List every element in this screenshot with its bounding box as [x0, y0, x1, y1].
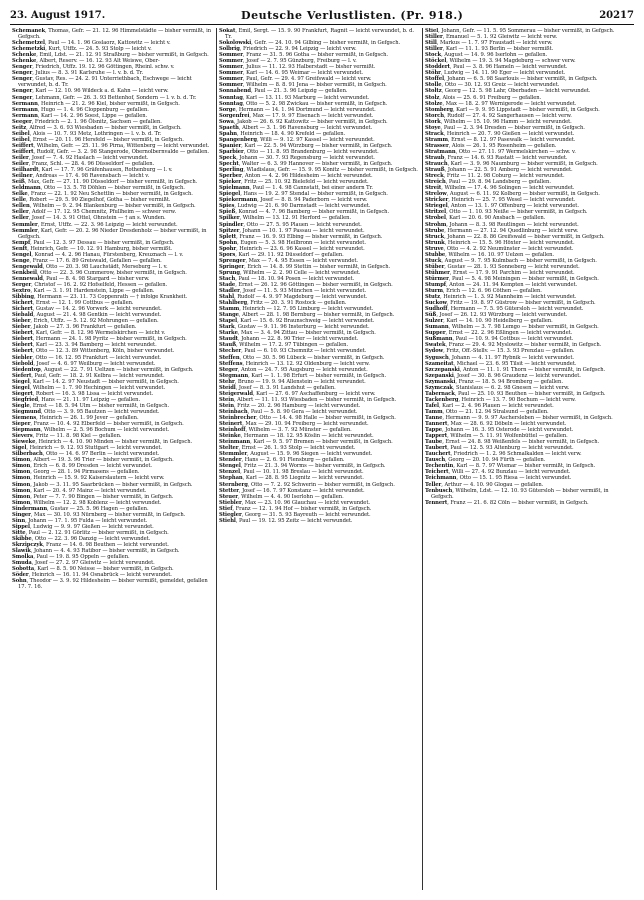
list-entry: Sonnabend, Paul — 21. 3. 96 Leipzig — gefallen.: [219, 88, 348, 95]
list-entry: Tamm, Otto — 21. 12. 94 Stralsund — gefallen.: [425, 408, 549, 415]
list-entry: Techentin, Karl — 8. 7. 97 Wismar — bisher vermißt, in Gefgsch.: [425, 463, 596, 470]
list-entry: Sobotta, Karl — 8. 5. 90 Neisse — bisher vermißt, in Gefgsch.: [12, 566, 174, 573]
list-entry: Siegel, Karl — 14. 2. 97 Neustadt — bisher vermißt, in Gefgsch.: [12, 378, 179, 385]
list-entry: Siebert, Hermann — 24. 1. 98 Pyritz — bisher vermißt, in Gefgsch.: [12, 336, 187, 343]
list-entry: Stenzel, Paul — 10. 11. 98 Breslau — leicht verwundet.: [219, 469, 364, 476]
list-entry: Sommer, Julius — 11. 12. 93 Halberstadt — bisher vermißt.: [219, 64, 376, 71]
list-entry: Seitz, Alfred — 3. 6. 93 Wiesbaden — bisher vermißt, in Gefgsch.: [12, 124, 182, 131]
list-entry: Stühmer, Ernst — 17. 9. 91 Parchim — leicht verwundet.: [425, 269, 575, 276]
list-entry: Simon, Albert — 19. 3. 96 Trier — bisher vermißt, in Gefgsch.: [12, 457, 174, 464]
list-entry: Spilker, Wilhelm — 13. 12. 91 Herford — gefallen.: [219, 215, 352, 222]
list-entry: Steffens, Heinrich — 13. 12. 92 Oldenburg — leicht verw.: [219, 360, 370, 367]
list-entry: Stork, Wilhelm — 15. 10. 96 Hamm — leicht verwundet.: [425, 118, 572, 125]
list-entry: Solbrig, Friedrich — 22. 9. 94 Leipzig — leicht verw.: [219, 46, 357, 53]
list-entry: Spors, Karl — 29. 11. 92 Düsseldorf — gefallen.: [219, 251, 344, 258]
list-entry: Senft, Heinrich, Gefr. — 10. 12. 91 Hamburg, bisher vermißt.: [12, 245, 172, 252]
list-entry: Schemetzki, Kurt, Utffz. — 24. 5. 93 Stolp — leicht v.: [12, 46, 152, 53]
list-entry: Teichert, Willi — 27. 4. 92 Bunzlau — leicht verwundet.: [425, 469, 571, 476]
list-entry: Steinbach, Paul — 5. 8. 90 Gera — leicht verwundet.: [219, 408, 358, 415]
list-entry: Stein, Albert — 11. 11. 93 Wiesbaden — bisher vermißt, in Gefgsch.: [219, 396, 397, 403]
list-entry: Stürmer, Paul — 5. 4. 98 Meiningen — bisher vermißt, in Gefgsch.: [425, 275, 599, 282]
list-entry: Stange, Albert — 28. 1. 98 Bernburg — bisher vermißt, in Gefgsch.: [219, 312, 395, 319]
list-entry: Stritzel, Otto — 1. 10. 93 Neiße — bisher vermißt, in Gefgsch.: [425, 209, 588, 216]
list-entry: Still, Markus — 1. 7. 97 Fraustadt — leicht verw.: [425, 40, 553, 47]
list-entry: Szymczak, Stanislaus — 6. 2. 98 Gnesen — leicht verw.: [425, 384, 570, 391]
column-right: [422, 28, 628, 890]
list-entry: Simon, Wilhelm — 12. 2. 98 Koblenz — leicht verwundet.: [12, 499, 162, 506]
list-entry: Simon, Georg — 28. 1. 94 Pirmasens — gefallen.: [12, 469, 140, 476]
list-entry: Stoffel, Johann — 6. 5. 98 Saarlouis — bisher vermißt, in Gefgsch.: [425, 76, 598, 83]
list-entry: Sperling, Wladislaus, Gefr. — 15. 9. 95 Konitz — bisher vermißt, in Gefgsch.: [219, 167, 418, 174]
list-entry: Sußmann, Paul — 10. 9. 94 Cottbus — leicht verwundet.: [425, 336, 574, 343]
list-entry: Strasser, Alois — 26. 1. 95 Rosenheim — gefallen.: [425, 142, 557, 149]
list-entry: Stetter, Josef — 16. 7. 97 Konstanz — leicht verwundet.: [219, 487, 365, 494]
list-entry: Stoddert, Paul — 3. 8. 96 Hameln — leicht verwundet.: [425, 64, 568, 71]
list-entry: Stamm, Heinrich — 12. 7. 95 Limburg — leicht verwundet.: [219, 306, 374, 313]
list-entry: Stiel, Johann, Gefr. — 11. 5. 95 Sommerau — bisher vermißt, in Gefgsch.: [425, 28, 615, 34]
list-entry: Selle, Robert — 29. 5. 90 Ziegelhof, Gotha — bisher vermißt.: [12, 197, 171, 204]
list-entry: Sieweke, Heinrich — 4. 10. 90 Minden — bisher vermißt, in Gefgsch.: [12, 439, 193, 446]
list-entry: Spindler, Otto — 27. 5. 95 Plauen — leicht verwundet.: [219, 221, 362, 228]
list-entry: Sieber, Jakob — 27. 3. 96 Frankfurt — gefallen.: [12, 324, 137, 331]
list-entry: Siebert, Otto — 12. 3. 89 Wittenberg, Köln, bisher verwundet.: [12, 348, 175, 355]
list-entry: Siebald, August — 21. 4. 98 Gentkin — leicht verwundet.: [12, 312, 162, 319]
list-entry: Sygusch, Johann — 4. 11. 97 Rybnik — leicht verwundet.: [425, 354, 574, 361]
list-entry: Spieker, Fritz — 25. 10. 92 Bielefeld — leicht verwundet.: [219, 179, 369, 186]
list-entry: Schenke, Albert, Reserv. — 16. 12. 93 Alt Weiswe, Ober-: [12, 58, 160, 65]
list-entry: Semmler, Karl, Gefr. — 20. 2. 96 Nieder Dresdenholz — bisher vermißt, in Gefgsch.: [12, 227, 207, 240]
list-entry: Siebert, Karl, Gefr. — 8. 12. 96 Wermelskirchen — leicht v.: [12, 330, 166, 337]
list-entry: Staudt, Johann — 22. 8. 90 Trier — leicht verwundet.: [219, 336, 359, 343]
list-entry: Siepmann, Wilhelm — 2. 5. 96 Bochum — leicht verwundet.: [12, 427, 170, 434]
list-entry: Stiller, Emanuel — 5. 1. 92 Gleiwitz — leicht verw.: [425, 34, 558, 41]
list-entry: Spanier, Karl — 22. 5. 94 Würzburg — bisher vermißt, in Gefgsch.: [219, 142, 393, 149]
list-entry: Sommer, Karl — 14. 6. 95 Weimar — leicht verwundet.: [219, 70, 364, 77]
list-entry: Spangenberg, Willi — 9. 12. 97 Kassel — leicht verwundet.: [219, 136, 375, 143]
list-entry: Siebold, Josef — 4. 6. 97 Weilburg — leicht verwundet.: [12, 360, 156, 367]
list-entry: Sempf, Paul — 12. 3. 97 Dessau — bisher vermißt, in Gefgsch.: [12, 239, 175, 246]
list-entry: Teller, Arthur — 4. 10. 90 Glogau — gefallen.: [425, 481, 544, 488]
list-entry: Tabernack, Paul — 25. 10. 93 Beuthen — bisher vermißt, in Gefgsch.: [425, 390, 606, 397]
list-entry: Taubert, Paul — 12. 5. 93 Altenburg — leicht verwundet.: [425, 445, 574, 452]
list-entry: Stramm, Ernst — 8. 12. 97 Pasewalk — leicht verwundet.: [425, 136, 576, 143]
list-entry: Streck, Fritz — 11. 2. 98 Coburg — leicht verwundet.: [425, 173, 565, 180]
list-entry: Strobel, Karl — 20. 6. 90 Ansbach — gefallen.: [425, 215, 546, 222]
list-entry: Stolz, Alois — 25. 6. 91 Freiburg — gefallen.: [425, 94, 542, 101]
list-entry: Swatek, Franz — 29. 4. 92 Myslowitz — bisher vermißt, in Gefgsch.: [425, 342, 602, 349]
list-entry: Sorgenfrei, Max — 17. 9. 97 Eisenach — leicht verwundet.: [219, 112, 374, 119]
list-entry: Steinbrecher, Otto — 14. 4. 98 Halle — bisher vermißt, in Gefgsch.: [219, 415, 396, 421]
list-entry: Seiler, Franz, Schl. — 28. 4. 96 Düsseldorf — gefallen.: [12, 161, 155, 168]
list-entry: Stahl, Rudolf — 4. 9. 97 Magdeburg — leicht verwundet.: [219, 294, 368, 301]
list-entry: Stratmann, Otto — 27. 11. 97 Wermelskirchen — schw. v.: [425, 148, 576, 155]
list-entry: Spieß, Konrad — 4. 7. 96 Bamberg — bisher vermißt, in Gefgsch.: [219, 209, 390, 216]
list-entry: Stubbe, Wilhelm — 16. 10. 97 Uelzen — gefallen.: [425, 251, 555, 258]
list-entry: Slawik, Johann — 4. 4. 93 Ratibor — bisher vermißt, in Gefgsch.: [12, 548, 180, 555]
list-entry: Schemanek, Thomas, Gefr. — 21. 12. 96 Himmelstädte — bisher vermißt, in Gefgsch.: [12, 28, 212, 41]
list-entry: Silberbach, Otto — 14. 6. 97 Berlin — leicht verwundet.: [12, 451, 160, 458]
list-entry: Stutz, Heinrich — 1. 3. 92 Mannheim — leicht verwundet.: [425, 294, 577, 301]
list-entry: Steinmann, Karl — 9. 5. 97 Bremen — bisher vermißt, in Gefgsch.: [219, 439, 393, 446]
list-entry: Seller, Adolf — 17. 12. 95 Chemnitz, Pfullheim — schwer verw.: [12, 209, 177, 216]
list-entry: Senkbeil, Otto — 22. 3. 96 Cummerow, bisher vermißt, in Gefgsch.: [12, 269, 187, 276]
list-entry: Sengewald, Otto — 20. 3. 98 Lauchstädt, Merseburg — l. v.: [12, 263, 168, 270]
list-entry: Taube, Ernst — 24. 8. 98 Weißenfels — bisher vermißt, in Gefgsch.: [425, 439, 600, 446]
list-entry: Seiffert, Rudolf, Gefr. — 3. 2. 98 Stangerode, Obernolbernvalde — gefallen.: [12, 148, 210, 155]
list-entry: Stomberg, Karl — 9. 9. 95 Lippstadt — bisher vermißt, in Gefgsch.: [425, 106, 600, 113]
list-entry: Sellen, Wilhelm — 9. 2. 94 Blankenburg — bisher vermißt, in Gefgsch.: [12, 203, 196, 210]
list-entry: Seilhardt, Karl — 17. 7. 96 Gräfenhausen, Rothenburg — l. v.: [12, 167, 173, 174]
list-entry: Seller, Josef — 14. 3. 91 Ottel, Ohnstein — † an s. Wunden.: [12, 215, 166, 222]
column-left: [10, 28, 216, 890]
list-entry: Stief, Franz — 12. 1. 94 Hof — bisher vermißt, in Gefgsch.: [219, 505, 372, 512]
list-entry: Streit, Wilhelm — 17. 4. 96 Solingen — leicht verwundet.: [425, 185, 575, 192]
list-entry: Steger, Anton — 24. 7. 95 Augsburg — leicht verwundet.: [219, 366, 368, 373]
list-entry: Stehr, Bruno — 19. 9. 94 Allenstein — leicht verwundet.: [219, 378, 366, 385]
list-entry: Skibbe, Otto — 22. 3. 96 Danzig — leicht verwundet.: [12, 535, 151, 542]
list-entry: Stade, Ernst — 26. 12. 96 Göttingen — bisher vermißt, in Gefgsch.: [219, 281, 393, 288]
list-entry: Sowa, Jakob — 26. 6. 92 Kattowitz — bisher vermißt, in Gefgsch.: [219, 118, 388, 125]
list-entry: Tausch, Georg — 20. 10. 94 Fürth — gefallen.: [425, 457, 546, 464]
list-entry: Stoltz, Georg — 12. 5. 98 Lahr, Oberbaden — leicht verwundet.: [425, 88, 591, 95]
list-entry: Sudhoff, Hermann — 7. 5. 95 Gütersloh — leicht verwundet.: [425, 306, 584, 313]
list-entry: Tanne, Hermann — 9. 9. 97 Aschersleben — bisher vermißt, in Gefgsch.: [425, 415, 613, 421]
list-entry: Spahn, Heinrich — 18. 4. 90 Krefeld — gefallen.: [219, 130, 346, 137]
list-entry: Suckow, Fritz — 19. 8. 97 Güstrow — bisher vermißt, in Gefgsch.: [425, 300, 596, 307]
list-entry: Siegfried, Hans — 21. 11. 97 Leipzig — gefallen.: [12, 396, 141, 403]
list-entry: Siegert, Robert — 16. 3. 98 Lissa — leicht verwundet.: [12, 390, 154, 397]
list-entry: Strauch, Karl — 3. 9. 96 Naumburg — bisher vermißt, in Gefgsch.: [425, 161, 598, 168]
list-entry: Sichert, Ernst — 12. 1. 99 Cottbus — gefallen.: [12, 300, 134, 307]
list-entry: Tackenberg, Heinrich — 13. 7. 90 Bochum — leicht verw.: [425, 396, 576, 403]
list-entry: Stiller, Karl — 11. 1. 93 Berlin — bisher vermißt.: [425, 46, 554, 53]
list-entry: Sippel, Ludwig — 9. 9. 97 Gießen — leicht verwundet.: [12, 523, 154, 530]
list-entry: Steigerwald, Karl — 27. 6. 97 Aschaffenburg — leicht verw.: [219, 390, 376, 397]
header-page-number: 20217: [599, 9, 634, 21]
list-entry: Sulzer, Karl — 14. 10. 90 Heidelberg — gefallen.: [425, 318, 553, 325]
list-entry: Seiffert, Wilhelm, Gefr. — 25. 11. 96 Pirna, Wittenberg — leicht verwundet.: [12, 142, 210, 149]
list-entry: Simon, Heinrich — 15. 9. 92 Kaiserslautern — leicht verw.: [12, 475, 165, 482]
list-entry: Stoye, Paul — 2. 3. 94 Dresden — bisher vermißt, in Gefgsch.: [425, 124, 585, 131]
list-entry: Schemetzel, Paul — 14. 1. 96 Goslaorz, Kattowitz — leicht v.: [12, 40, 171, 47]
list-entry: Sonntag, Karl — 13. 11. 93 Marburg — leicht verwundet.: [219, 94, 370, 101]
list-entry: Simon, Peter — 7. 7. 90 Bingen — bisher vermißt, in Gefgsch.: [12, 493, 174, 500]
list-entry: Sennewald, Paul — 8. 4. 98 Stargard — bisher verw.: [12, 275, 150, 282]
list-entry: Senger, Julius — 8. 3. 91 Karlsruhe — l. v. b. d. Tr.: [12, 70, 144, 77]
list-entry: Stuck, August — 9. 7. 95 Kulmbach — bisher vermißt, in Gefgsch.: [425, 257, 597, 264]
list-entry: Strelow, August — 6. 11. 92 Kolberg — bisher vermißt, in Gefgsch.: [425, 191, 600, 198]
list-entry: Straub, Franz — 14. 6. 93 Rastatt — leicht verwundet.: [425, 154, 568, 161]
list-entry: Spielmann, Paul — 1. 4. 98 Cannstatt, bei einer andern Tr.: [219, 185, 374, 192]
list-entry: Szameitat, Michael — 23. 6. 95 Tilsit — leicht verwundet.: [425, 360, 577, 367]
list-entry: Steinert, Max — 29. 10. 94 Freiberg — leicht verwundet.: [219, 421, 369, 428]
list-entry: Stauß, Wilhelm — 17. 2. 97 Tübingen — gefallen.: [219, 342, 349, 349]
list-entry: Simon, Jakob — 3. 11. 95 Saarbrücken — bisher vermißt, in Gefgsch.: [12, 481, 193, 488]
columns-container: [10, 28, 634, 890]
list-entry: Sommer, Josef — 2. 7. 95 Günzburg, Freiburg — l. v.: [219, 58, 357, 65]
list-entry: Specht, Walter — 6. 3. 99 Hannover — bisher vermißt, in Gefgsch.: [219, 161, 393, 168]
list-entry: Skrzipczyk, Franz — 14. 6. 98 Beuthen — leicht verwundet.: [12, 541, 169, 548]
list-entry: Sommer, Paul, Gefr. — 29. 4. 97 Greifswald — leicht verw.: [219, 76, 372, 83]
list-entry: Seilner, Andreas — 17. 4. 98 Ravensbach — leicht v.: [12, 173, 150, 180]
list-entry: Sigel, Heinrich — 9. 12. 93 Stuttgart — leicht verwundet.: [12, 445, 162, 452]
list-entry: Strunk, Heinrich — 15. 5. 96 Höxter — leicht verwundet.: [425, 239, 575, 246]
list-entry: Sermann, Karl — 14. 2. 96 Soest, Lippe — gefallen.: [12, 112, 148, 119]
list-entry: Sommer, Wilhelm — 8. 8. 91 Jena — bisher vermißt, in Gefgsch.: [219, 82, 387, 89]
list-entry: Szczepanski, Anton — 11. 1. 91 Thorn — bisher vermißt, in Gefgsch.: [425, 366, 606, 373]
list-entry: Sindermann, Gustav — 25. 5. 96 Hagen — gefallen.: [12, 505, 149, 512]
list-entry: Spiegel, Hans — 19. 2. 97 Stendal — bisher vermißt, in Gefgsch.: [219, 191, 388, 198]
list-entry: Spitzer, Johann — 10. 1. 97 Passau — leicht verwundet.: [219, 227, 365, 234]
list-entry: Spies, Ludwig — 21. 6. 90 Darmstadt — leicht verwundet.: [219, 203, 371, 210]
list-entry: Stark, Gustav — 9. 11. 96 Insterburg — leicht verwundet.: [219, 324, 370, 331]
list-entry: Steuer, Wilhelm — 4. 4. 90 Iserlohn — gefallen.: [219, 493, 344, 500]
list-entry: Siefert, Paul, Gefr. — 18. 2. 91 Kelbra — leicht verwundet.: [12, 372, 165, 379]
list-entry: Serger, Christof — 16. 2. 92 Hofselfeld, Hessen — gefallen.: [12, 281, 168, 288]
list-entry: Szymanski, Franz — 18. 5. 94 Bromberg — gefallen.: [425, 378, 563, 385]
list-entry: Tenbusch, Wilhelm, Ldst. — 12. 10. 93 Gütersloh — bisher vermißt, in Gefgsch.: [425, 487, 609, 500]
list-entry: Simon, Erich — 6. 8. 99 Dresden — leicht verwundet.: [12, 463, 152, 470]
list-entry: Splett, Franz — 16. 9. 93 Elbing — bisher vermißt, in Gefgsch.: [219, 233, 383, 240]
list-entry: Stiebler, Max — 23. 10. 96 Glauchau — leicht verwundet.: [219, 499, 370, 506]
list-entry: Siemens, Heinrich — 26. 1. 99 Jever — gefallen.: [12, 415, 139, 421]
list-entry: Storch, Rudolf — 27. 4. 92 Sangerhausen — leicht verw.: [425, 112, 572, 119]
list-entry: Sommer, Franz — 31. 5. 96 Gotha — bisher vermißt, in Gefgsch.: [219, 52, 388, 59]
list-entry: Sternberg, Otto — 7. 2. 92 Schwerin — bisher vermißt, in Gefgsch.: [219, 481, 395, 488]
list-entry: Siegmund, Otto — 3. 9. 95 Bautzen — leicht verwundet.: [12, 408, 160, 415]
list-entry: Szepanski, Josef — 30. 8. 96 Graudenz — leicht verwundet.: [425, 372, 581, 379]
list-entry: Stapel, Karl — 15. 6. 92 Braunschweig — leicht verwundet.: [219, 318, 375, 325]
list-entry: Söder, Heinrich — 16. 11. 94 Osnabrück — leicht verwundet.: [12, 572, 172, 579]
list-entry: Smolka, Paul — 19. 8. 95 Oppeln — gefallen.: [12, 554, 130, 561]
list-entry: Steinhoff, Wilhelm — 3. 7. 92 Münster — gefallen.: [219, 427, 352, 434]
list-entry: Sokolowski, Gefr. — 24. 10. 94 Gilbing — bisher vermißt, in Gefgsch.: [219, 40, 401, 47]
list-entry: Senge, Franz — 17. 6. 89 Greiswald, Gefallen — gefallen.: [12, 257, 162, 264]
list-entry: Stelter, Ernst — 26. 1. 93 Stolp — leicht verwundet.: [219, 445, 356, 452]
list-entry: Sohn, Theodor — 3. 9. 92 Hildesheim — bisher vermißt, gemeldet, gefallen 17. 7. 16.: [12, 578, 208, 591]
list-entry: Tennert, Franz — 21. 6. 82 Cöln — bisher vermißt, in Gefgsch.: [425, 499, 589, 506]
list-entry: Stock, August — 14. 9. 96 Iserlohn — gefallen.: [425, 52, 548, 59]
list-entry: Singer, Max — 30. 10. 93 Nürnberg — bisher vermißt, in Gefgsch.: [12, 511, 186, 518]
list-entry: Sievers, Fritz — 11. 8. 98 Kiel — gefallen.: [12, 433, 122, 440]
list-entry: Sibbing, Hermann — 23. 11. 73 Coppenrath — † infolge Krankheit.: [12, 294, 188, 301]
list-entry: Spohn, Eugen — 5. 3. 98 Heilbronn — leicht verwundet.: [219, 239, 366, 246]
list-entry: Stadler, Josef — 11. 5. 93 München — leicht verwundet.: [219, 288, 367, 295]
list-entry: Sydow, Fritz, Off.-Stellv. — 15. 3. 93 Prenzlau — gefallen.: [425, 348, 575, 355]
list-entry: Struck, Johann — 22. 8. 86 Greifswald — bisher vermißt, in Gefgsch.: [425, 233, 605, 240]
list-entry: Stricker, Heinrich — 25. 7. 95 Wesel — leicht verwundet.: [425, 197, 576, 204]
list-entry: Sextro, Karl — 3. 1. 91 Hardenstein, Lippe — gefallen.: [12, 288, 155, 295]
list-entry: Sturm, Erich — 12. 6. 96 Cöthen — gefallen.: [425, 288, 542, 295]
list-entry: Sieper, Franz — 10. 4. 92 Elberfeld — bisher vermißt, in Gefgsch.: [12, 421, 184, 428]
list-entry: Striegel, Anton — 13. 1. 97 Offenburg — leicht verwundet.: [425, 203, 579, 210]
list-entry: Strohm, Johann — 8. 3. 98 Reutlingen — leicht verwundet.: [425, 221, 579, 228]
list-entry: Steinke, Hermann — 18. 12. 95 Köslin — leicht verwundet.: [219, 433, 374, 440]
list-entry: Semmler, Ernst, Utffz. — 22. 3. 96 Leipzig — leicht verwundet.: [12, 221, 178, 228]
list-entry: Stiegler, Georg — 31. 5. 93 Bayreuth — leicht verwundet.: [219, 511, 371, 518]
list-entry: Strack, Heinrich — 20. 7. 90 Gießen — leicht verwundet.: [425, 130, 575, 137]
list-entry: Speck, Johann — 30. 7. 93 Regensburg — leicht verwundet.: [219, 154, 375, 161]
list-entry: Spaeth, Albert — 3. 1. 96 Ravensburg — leicht verwundet.: [219, 124, 373, 131]
list-entry: Smuda, Josef — 27. 2. 97 Gleiwitz — leicht verwundet.: [12, 560, 155, 567]
list-entry: Sokat, Emil, Sergt. — 15. 9. 90 Frankfurt, Ragnit — leicht verwundet, b. d. Tr.: [219, 28, 414, 41]
list-entry: Sengel, Konrad — 4. 2. 96 Hanau, Fürstenberg, Kreuznach — l. v.: [12, 251, 184, 258]
list-entry: Stolle, Otto — 30. 12. 93 Greiz — leicht verwundet.: [425, 82, 560, 89]
list-entry: Spohr, Heinrich — 23. 6. 96 Kassel — leicht verwundet.: [219, 245, 365, 252]
list-entry: Seiß, Max, Gefr. — 27. 11. 90 Düsseldorf — bisher vermißt, in Gefgsch.: [12, 179, 198, 186]
list-entry: Sorge, Hermann — 14. 1. 94 Dortmund — leicht verwundet.: [219, 106, 376, 113]
list-entry: Senger, Friedrich, Utffz. 19. 12. 96 Göttingen, Rheinl. schw. v.: [12, 64, 175, 71]
list-entry: Seldmann, Otto — 13. 5. 78 Döhlen — bisher vermißt, in Gefgsch.: [12, 185, 185, 192]
list-entry: Senger, Lehmann, Gefr. — 26. 3. 93 Bettenhof, Sondern — l. v. b. d. Tr.: [12, 94, 197, 101]
list-entry: Sparbier, Otto — 11. 8. 95 Brandenburg — leicht verwundet.: [219, 148, 379, 155]
list-entry: Tannert, Max — 28. 6. 92 Döbeln — leicht verwundet.: [425, 421, 567, 428]
list-entry: Stumpf, Anton — 24. 11. 94 Kempten — leicht verwundet.: [425, 281, 578, 288]
list-entry: Sperber, Anton — 4. 2. 96 Hildesheim — leicht verwundet.: [219, 173, 373, 180]
list-entry: Selke, Franz — 22. 1. 92 Neu Schettlin — bisher vermißt, in Gefgsch.: [12, 191, 193, 198]
list-entry: Schenke, Emil, Ldst. — 21. 12. 91 Straßburg — bisher vermißt, in Gefgsch.: [12, 52, 209, 59]
list-entry: Springer, Erich — 14. 8. 99 Stettin — bisher vermißt, in Gefgsch.: [219, 263, 391, 270]
list-entry: Sieber, Erich, Utffz. — 5. 12. 92 Mohrungen — gefallen.: [12, 318, 159, 325]
list-entry: Seiler, Josef — 7. 4. 92 Haslach — leicht verwundet.: [12, 154, 149, 161]
list-entry: Supper, Ernst — 22. 2. 96 Eßlingen — leicht verwundet.: [425, 330, 573, 337]
list-entry: Sichert, Gustav — 14. 2. 96 Vorwerk — leicht verwundet.: [12, 306, 162, 313]
list-entry: Strauß, Johann — 22. 5. 91 Amberg — leicht verwundet.: [425, 167, 573, 174]
list-entry: Sermann, Hugo — 1. 4. 96 Cloppenburg — gefallen.: [12, 106, 149, 113]
list-entry: Siegle, Ernst — 18. 5. 94 Ulm — bisher vermißt, in Gefgsch.: [12, 402, 170, 409]
list-entry: Stemmler, August — 15. 9. 96 Siegen — leicht verwundet.: [219, 451, 373, 458]
page-header: [10, 6, 634, 25]
list-entry: Sprung, Wilhelm — 2. 2. 90 Celle — leicht verwundet.: [219, 269, 361, 276]
list-entry: Tappert, Wilhelm — 5. 11. 91 Wolfenbüttel — gefallen.: [425, 433, 568, 440]
list-entry: Siebert, Karl — 23. 3. 94 Bamberg — leicht verwundet.: [12, 342, 157, 349]
list-entry: Seibel, Alois — 10. 7. 93 Metz, Lothringen — l. v. b. d. Tr.: [12, 130, 162, 137]
list-entry: Strube, Hermann — 27. 12. 94 Quedlinburg — leicht verw.: [425, 227, 579, 234]
list-entry: Stephan, Karl — 28. 8. 95 Liegnitz — leicht verwundet.: [219, 475, 364, 482]
list-entry: Struve, Otto — 4. 2. 92 Neumünster — leicht verwundet.: [425, 245, 574, 252]
list-entry: Stahlberg, Fritz — 20. 3. 91 Rostock — gefallen.: [219, 300, 347, 307]
list-entry: Stach, Paul — 18. 10. 94 Posen — leicht verwundet.: [219, 275, 355, 282]
list-entry: Stender, Hans — 2. 6. 91 Flensburg — gefallen.: [219, 457, 345, 464]
newspaper-page: [10, 6, 634, 894]
list-entry: Teichmann, Otto — 15. 1. 95 Riesa — leicht verwundet.: [425, 475, 572, 482]
list-entry: Seeger, Friedrich — 2. 1. 96 Ölsnitz, Sachsen — gefallen.: [12, 118, 162, 125]
header-date: 23. August 1917.: [10, 9, 106, 21]
list-entry: Stiehl, Paul — 19. 12. 95 Zeitz — leicht verwundet.: [219, 517, 353, 524]
list-entry: Tappe, Johann — 16. 3. 95 Osterode — leicht verwundet.: [425, 427, 574, 434]
list-entry: Simon, Karl — 20. 4. 97 Mainz — leicht verwundet.: [12, 487, 147, 494]
list-entry: Stöckel, Wilhelm — 19. 3. 94 Magdeburg — schwer verw.: [425, 58, 576, 65]
list-entry: Sitte, Paul — 2. 12. 91 Görlitz — bisher vermißt, in Gefgsch.: [12, 529, 169, 536]
list-entry: Sumann, Wilhelm — 3. 7. 98 Lemgo — bisher vermißt, in Gefgsch.: [425, 324, 599, 331]
list-entry: Sinn, Johann — 17. 1. 95 Fulda — leicht verwundet.: [12, 517, 148, 524]
list-entry: Starke, Max — 3. 4. 94 Zittau — bisher vermißt, in Gefgsch.: [219, 330, 376, 337]
list-entry: Senger, Karl — 12. 10. 96 Wildeck a. d. Kahn — leicht verw.: [12, 88, 169, 95]
list-entry: Stöhr, Ludwig — 14. 11. 90 Eger — leicht verwundet.: [425, 70, 566, 77]
list-entry: Seibel, Ernst — 20. 11. 96 Hersfeld — bisher vermißt, in Gefgsch.: [12, 136, 184, 143]
list-entry: Stecher, Paul — 6. 10. 93 Chemnitz — leicht verwundet.: [219, 348, 367, 355]
list-entry: Siegel, Wilhelm — 1. 7. 90 Hechingen — leicht verwundet.: [12, 384, 166, 391]
list-entry: Sermann, Heinrich — 21. 2. 96 Kiel, bisher vermißt, in Gefgsch.: [12, 100, 180, 107]
list-entry: Stengel, Fritz — 21. 3. 94 Worms — bisher vermißt, in Gefgsch.: [219, 463, 386, 470]
list-entry: Tauchert, Friedrich — 1. 2. 96 Schmalkalden — leicht verw.: [425, 451, 582, 458]
list-entry: Spiekermann, Josef — 8. 8. 94 Paderborn — leicht verw.: [219, 197, 368, 204]
list-entry: Sprenger, Max — 7. 4. 95 Essen — leicht verwundet.: [219, 257, 359, 264]
list-entry: Steffen, Otto — 30. 5. 96 Lübeck — bisher vermißt, in Gefgsch.: [219, 354, 385, 361]
list-entry: Senger, Gustav, Res. — 24. 2. 91 Unterriethbach, Eschwege — leicht verwundet, b. d. Tr.: [12, 76, 192, 89]
list-entry: Tafel, Karl — 2. 4. 96 Plauen — leicht verwundet.: [425, 402, 554, 409]
list-entry: Stein, Fritz — 20. 2. 96 Hamburg — leicht verwundet.: [219, 402, 361, 409]
list-entry: Stegmann, Karl — 1. 1. 98 Erfurt — bisher vermißt, in Gefgsch.: [219, 372, 387, 379]
list-entry: Streich, Paul — 29. 8. 94 Landsberg — gefallen.: [425, 179, 551, 186]
column-middle: [216, 28, 422, 890]
list-entry: Steidl, Josef — 8. 3. 91 Landshut — gefallen.: [219, 384, 336, 391]
list-entry: Stüber, Gustav — 28. 1. 93 Sonneberg — leicht verwundet.: [425, 263, 580, 270]
list-entry: Siedentop, August — 22. 7. 91 Ueltzen — bisher vermißt, in Gefgsch.: [12, 366, 194, 373]
header-title: Deutsche Verlustlisten. (Pr. 918.): [241, 8, 464, 22]
list-entry: Stolze, Max — 18. 2. 97 Wernigerode — leicht verwundet.: [425, 100, 577, 107]
list-entry: Sonntag, Otto — 5. 2. 98 Zwickau — bisher vermißt, in Gefgsch.: [219, 100, 388, 107]
list-entry: Siebler, Otto — 16. 12. 95 Frankfurt — leicht verwundet.: [12, 354, 162, 361]
list-entry: Süß, Josef — 26. 12. 93 Würzburg — leicht verwundet.: [425, 312, 568, 319]
